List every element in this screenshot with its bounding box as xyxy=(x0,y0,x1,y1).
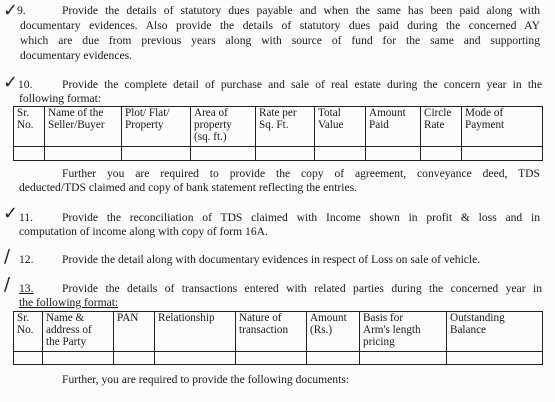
check-mark-icon: ✓ xyxy=(3,72,19,93)
header-outstanding: Outstanding Balance xyxy=(447,312,543,352)
item-10-further-1: Further you are required to provide the copy of agreement, conveyance deed, TDS xyxy=(62,167,540,180)
table-row xyxy=(14,352,543,365)
header-seller-buyer: Name of the Seller/Buyer xyxy=(45,107,122,147)
item-9-line-1: Provide the details of statutory dues payable and when the same has been paid along with xyxy=(62,4,540,17)
header-amount-paid: Amount Paid xyxy=(366,107,421,147)
header-plot-flat: Plot/ Flat/ Property xyxy=(122,107,191,147)
header-nature: Nature of transaction xyxy=(236,312,307,352)
header-sr-no: Sr. No. xyxy=(14,312,43,352)
check-mark-icon: ✓ xyxy=(3,0,19,21)
item-11-line-1: Provide the reconciliation of TDS claimed with Income shown in profit & loss and in xyxy=(62,211,540,224)
table-header-row xyxy=(14,312,543,352)
item-9-number: 9. xyxy=(17,4,26,17)
header-rate: Rate per Sq. Ft. xyxy=(256,107,315,147)
item-10-line-2: following format: xyxy=(19,92,102,105)
item-9-line-3: which are due from previous years along with source of fund for the same and supporting xyxy=(20,34,540,47)
header-pan: PAN xyxy=(114,312,155,352)
item-12-number: 12. xyxy=(19,253,34,266)
check-mark-icon: / xyxy=(4,274,11,295)
header-mode-payment: Mode of Payment xyxy=(462,107,543,147)
item-11-line-2: computation of income along with copy of form 16A. xyxy=(19,225,268,238)
item-13-line-1: Provide the details of transactions entered with related parties during the concerned year in xyxy=(62,282,542,295)
item-10-further-2: deducted/TDS claimed and copy of bank statement reflecting the entries. xyxy=(19,181,358,194)
table-header-row xyxy=(14,107,543,147)
item-9-line-4: documentary evidences. xyxy=(20,49,133,62)
header-amount: Amount (Rs.) xyxy=(307,312,360,352)
item-12-line-1: Provide the detail along with documentary evidences in respect of Loss on sale of vehicle. xyxy=(62,253,481,266)
item-13-number: 13. xyxy=(19,282,34,295)
header-arms-length: Basis for Arm's length pricing xyxy=(360,312,447,352)
header-area: Area of property (sq. ft.) xyxy=(191,107,256,147)
item-13-line-2: the following format: xyxy=(19,296,119,309)
table-row xyxy=(14,147,543,161)
item-11-number: 11. xyxy=(19,211,34,224)
item-13-further: Further, you are required to provide the following documents: xyxy=(62,373,350,386)
header-sr-no: Sr. No. xyxy=(14,107,45,147)
item-10-line-1: Provide the complete detail of purchase and sale of real estate during the concern year in the xyxy=(62,78,542,91)
real-estate-table xyxy=(13,106,543,161)
item-10-number: 10. xyxy=(18,78,33,91)
header-circle-rate: Circle Rate xyxy=(421,107,462,147)
related-party-table xyxy=(13,311,543,365)
check-mark-icon: / xyxy=(4,246,11,267)
header-relationship: Relationship xyxy=(155,312,236,352)
check-mark-icon: ✓ xyxy=(3,203,19,224)
header-total-value: Total Value xyxy=(315,107,366,147)
item-9-line-2: documentary evidences. Also provide the details of statutory dues paid during the concerned AY xyxy=(20,19,540,32)
header-name-address: Name & address of the Party xyxy=(43,312,114,352)
